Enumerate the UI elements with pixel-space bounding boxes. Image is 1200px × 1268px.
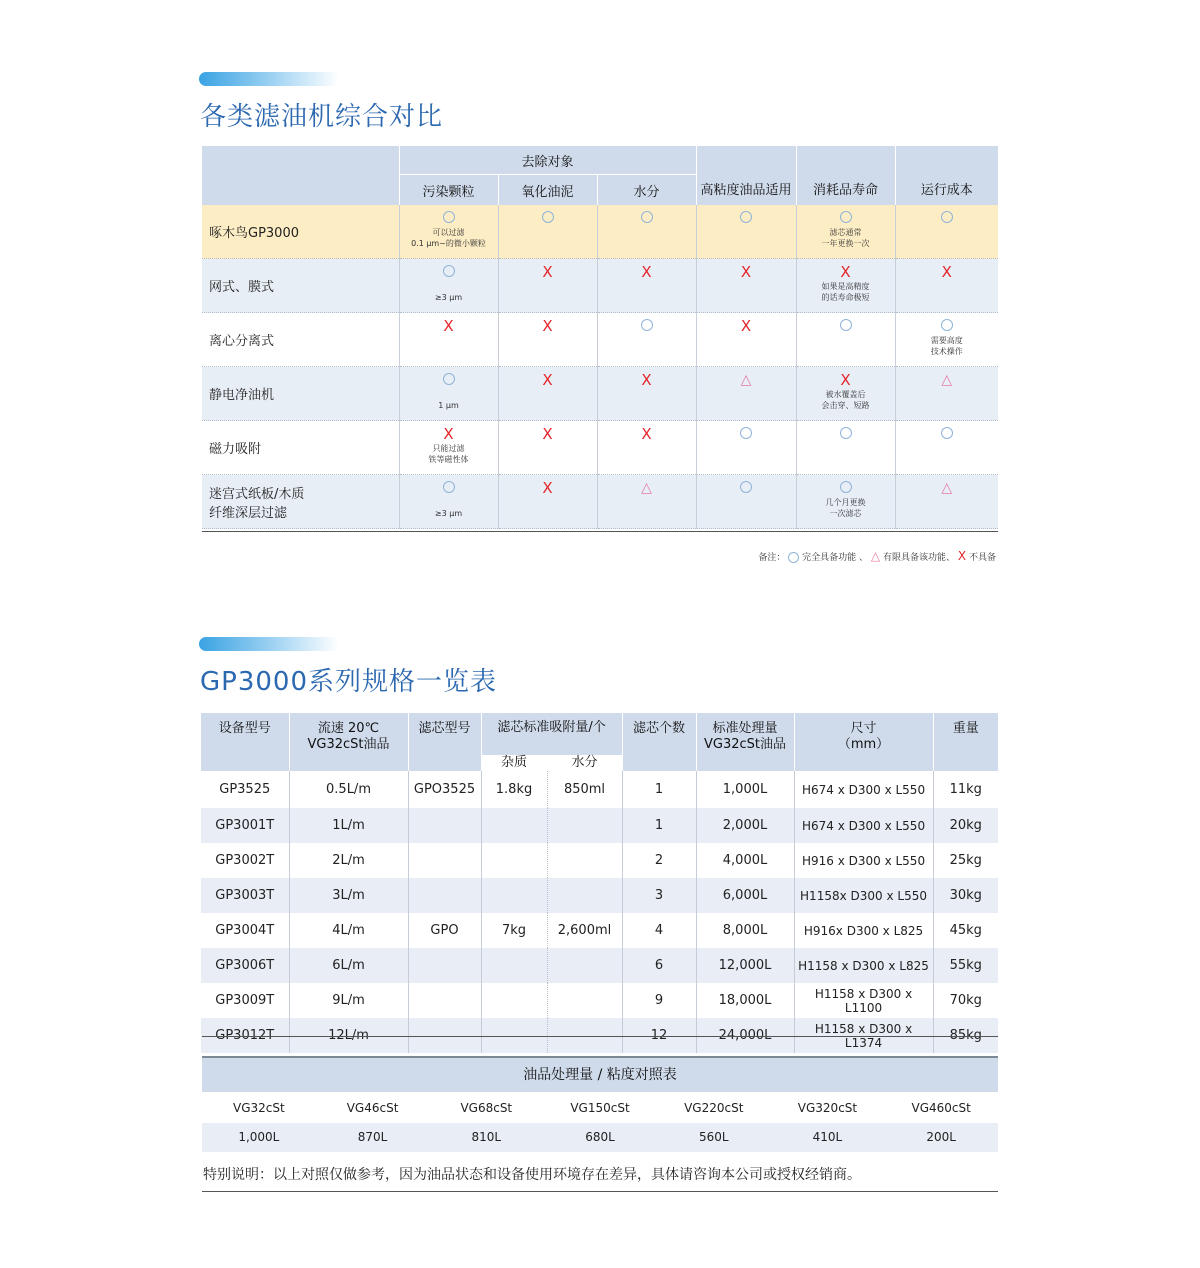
- header-water: 水分: [597, 175, 696, 206]
- cell-note: 需要高度 技术操作: [930, 336, 963, 356]
- spec-cell-capacity: 4,000L: [696, 843, 794, 878]
- cross-icon: X: [542, 425, 553, 443]
- viscosity-bottom-rule: [202, 1191, 998, 1192]
- header-blank: [202, 146, 399, 205]
- spec-cell-water: 850ml: [547, 771, 622, 808]
- spec-cell-impurity: [481, 878, 547, 913]
- comparison-cell: [796, 367, 895, 421]
- spec-cell-model: GP3012T: [201, 1018, 289, 1053]
- spec-cell-impurity: [481, 948, 547, 983]
- comparison-cell: [696, 475, 796, 529]
- spec-cell-filter: [408, 878, 481, 913]
- comparison-row: [202, 367, 998, 421]
- comparison-row: [202, 475, 998, 529]
- viscosity-table-title: 油品处理量 / 粘度对照表: [202, 1056, 998, 1092]
- disclaimer-note: 特别说明：以上对照仅做参考，因为油品状态和设备使用环境存在差异，具体请咨询本公司或授权经销商。: [203, 1167, 861, 1183]
- spec-cell-capacity: 12,000L: [696, 948, 794, 983]
- comparison-cell: [895, 367, 998, 421]
- header-absorb: 滤芯标准吸附量/个: [481, 713, 622, 755]
- spec-cell-flow: 2L/m: [289, 843, 408, 878]
- circle-icon: [443, 265, 455, 277]
- legend-triangle-icon: △: [870, 549, 881, 563]
- row-label: 磁力吸附: [202, 421, 399, 475]
- comparison-cell: [498, 259, 597, 313]
- row-label: 静电净油机: [202, 367, 399, 421]
- circle-icon: [641, 319, 653, 331]
- spec-cell-size: H1158x D300 x L550: [794, 878, 933, 913]
- spec-cell-size: H1158 x D300 x L1374: [794, 1018, 933, 1053]
- comparison-cell: [597, 421, 696, 475]
- spec-cell-size: H1158 x D300 x L825: [794, 948, 933, 983]
- spec-cell-water: [547, 948, 622, 983]
- spec-cell-capacity: 18,000L: [696, 983, 794, 1018]
- comparison-cell: [498, 205, 597, 259]
- spec-cell-count: 4: [622, 913, 696, 948]
- cell-note: 如果是高精度 的话寿命极短: [821, 282, 870, 302]
- circle-icon: [740, 481, 752, 493]
- cell-note: 被水覆盖后 会击穿、短路: [821, 390, 870, 410]
- viscosity-grade: VG150cSt: [570, 1101, 630, 1115]
- comparison-cell: [399, 475, 498, 529]
- spec-cell-weight: 20kg: [933, 808, 998, 843]
- viscosity-grade: VG68cSt: [460, 1101, 513, 1115]
- triangle-icon: △: [941, 480, 953, 496]
- spec-row: [201, 913, 998, 948]
- header-impurity: 杂质: [481, 755, 547, 771]
- circle-icon: [443, 373, 455, 385]
- legend-cross-icon: X: [957, 549, 967, 563]
- comparison-cell: [399, 313, 498, 367]
- cell-note: 只能过滤 铁等磁性体: [428, 444, 469, 464]
- comparison-cell: [696, 205, 796, 259]
- spec-cell-size: H674 x D300 x L550: [794, 808, 933, 843]
- spec-cell-weight: 55kg: [933, 948, 998, 983]
- cross-icon: X: [941, 263, 952, 281]
- cell-note: 1 μm: [438, 401, 459, 410]
- spec-row: [201, 878, 998, 913]
- cross-icon: X: [542, 263, 553, 281]
- comparison-cell: [597, 259, 696, 313]
- viscosity-grade: VG460cSt: [911, 1101, 971, 1115]
- spec-cell-model: GP3006T: [201, 948, 289, 983]
- spec-cell-flow: 4L/m: [289, 913, 408, 948]
- comparison-table: [202, 146, 998, 529]
- header-size: 尺寸 （mm）: [794, 713, 933, 771]
- comparison-cell: [696, 313, 796, 367]
- legend-cross-text: 不具备: [968, 553, 996, 563]
- spec-cell-capacity: 2,000L: [696, 808, 794, 843]
- header-spec-water: 水分: [547, 755, 622, 771]
- circle-icon: [941, 427, 953, 439]
- spec-row: [201, 983, 998, 1018]
- spec-cell-weight: 25kg: [933, 843, 998, 878]
- circle-icon: [542, 211, 554, 223]
- spec-cell-filter: [408, 983, 481, 1018]
- comparison-cell: [696, 259, 796, 313]
- cross-icon: X: [542, 479, 553, 497]
- spec-cell-size: H674 x D300 x L550: [794, 771, 933, 808]
- spec-cell-count: 12: [622, 1018, 696, 1053]
- cross-icon: X: [840, 371, 851, 389]
- legend-prefix: 备注：: [758, 553, 786, 563]
- spec-cell-impurity: [481, 983, 547, 1018]
- spec-cell-model: GP3001T: [201, 808, 289, 843]
- header-model: 设备型号: [201, 713, 289, 771]
- spec-row: [201, 843, 998, 878]
- spec-cell-model: GP3004T: [215, 923, 275, 938]
- viscosity-volume: 410L: [812, 1130, 843, 1144]
- comparison-cell: [796, 259, 895, 313]
- comparison-cell: [796, 475, 895, 529]
- triangle-icon: △: [641, 480, 652, 496]
- circle-icon: [941, 211, 953, 223]
- spec-cell-capacity: 24,000L: [696, 1018, 794, 1053]
- viscosity-grade-row: [202, 1098, 998, 1118]
- header-capacity: 标准处理量 VG32cSt油品: [696, 713, 794, 771]
- spec-cell-flow: 0.5L/m: [289, 771, 408, 808]
- cross-icon: X: [840, 263, 851, 281]
- spec-cell-count: 3: [622, 878, 696, 913]
- cell-note: ≥3 μm: [434, 509, 463, 518]
- spec-cell-capacity: 6,000L: [696, 878, 794, 913]
- comparison-cell: [597, 367, 696, 421]
- comparison-cell: [597, 205, 696, 259]
- spec-cell-filter: GPO: [408, 913, 481, 948]
- cross-icon: X: [542, 371, 553, 389]
- cell-note: 滤芯通常 一年更换一次: [821, 228, 870, 248]
- section-accent-bar: [199, 637, 339, 651]
- comparison-cell: [895, 313, 998, 367]
- spec-cell-weight: 11kg: [933, 771, 998, 808]
- spec-title: GP3000系列规格一览表: [200, 667, 497, 697]
- viscosity-volume: 810L: [471, 1130, 502, 1144]
- spec-cell-size: H1158 x D300 x L1100: [794, 983, 933, 1018]
- spec-cell-count: 2: [622, 843, 696, 878]
- comparison-bottom-rule: [202, 531, 998, 532]
- spec-cell-size: H916 x D300 x L550: [794, 843, 933, 878]
- cell-note: 可以过滤 0.1 μm~的微小颗粒: [411, 228, 486, 248]
- header-cost: 运行成本: [895, 146, 998, 205]
- spec-cell-flow: 1L/m: [289, 808, 408, 843]
- comparison-cell: [597, 475, 696, 529]
- spec-cell-impurity: [481, 808, 547, 843]
- legend-triangle-text: 有限具备该功能、: [882, 553, 955, 563]
- cell-note: ≥3 μm: [434, 293, 463, 302]
- spec-cell-impurity: 1.8kg: [481, 771, 547, 808]
- viscosity-grade: VG220cSt: [684, 1101, 744, 1115]
- comparison-cell: [895, 259, 998, 313]
- comparison-cell: [399, 421, 498, 475]
- viscosity-volume: 870L: [357, 1130, 388, 1144]
- spec-cell-model: GP3525: [219, 782, 271, 797]
- comparison-cell: [399, 205, 498, 259]
- circle-icon: [443, 481, 455, 493]
- spec-cell-flow: 9L/m: [289, 983, 408, 1018]
- comparison-cell: [597, 313, 696, 367]
- comparison-cell: [399, 259, 498, 313]
- comparison-title: 各类滤油机综合对比: [200, 102, 444, 132]
- row-label: 迷宫式纸板/木质 纤维深层过滤: [202, 475, 399, 529]
- spec-cell-weight: 70kg: [933, 983, 998, 1018]
- spec-cell-water: [547, 808, 622, 843]
- comparison-cell: [895, 205, 998, 259]
- cross-icon: X: [740, 263, 752, 281]
- spec-table: [201, 713, 998, 1053]
- triangle-icon: △: [941, 372, 953, 388]
- circle-icon: [840, 211, 852, 223]
- viscosity-volume-row: [202, 1123, 998, 1152]
- circle-icon: [840, 319, 852, 331]
- viscosity-volume: 680L: [585, 1130, 615, 1144]
- cross-icon: X: [542, 317, 553, 335]
- row-label: 网式、膜式: [202, 259, 399, 313]
- comparison-row: [202, 421, 998, 475]
- comparison-cell: [796, 421, 895, 475]
- circle-icon: [740, 211, 752, 223]
- header-consumable: 消耗品寿命: [796, 146, 895, 205]
- comparison-cell: [895, 475, 998, 529]
- spec-row: [201, 948, 998, 983]
- viscosity-grade: VG32cSt: [233, 1101, 285, 1115]
- spec-cell-count: 1: [622, 808, 696, 843]
- viscosity-grade: VG320cSt: [797, 1101, 858, 1115]
- spec-cell-weight: 30kg: [933, 878, 998, 913]
- spec-cell-model: GP3002T: [215, 853, 275, 868]
- spec-cell-flow: 6L/m: [289, 948, 408, 983]
- header-filter: 滤芯型号: [408, 713, 481, 771]
- spec-cell-impurity: 7kg: [481, 913, 547, 948]
- cross-icon: X: [641, 263, 652, 281]
- spec-cell-weight: 45kg: [933, 913, 998, 948]
- cross-icon: X: [443, 317, 454, 335]
- comparison-cell: [399, 367, 498, 421]
- spec-cell-count: 1: [622, 771, 696, 808]
- header-remove-group: 去除对象: [399, 146, 696, 175]
- comparison-cell: [696, 421, 796, 475]
- spec-cell-count: 6: [622, 948, 696, 983]
- spec-bottom-rule: [202, 1036, 998, 1037]
- spec-cell-water: 2,600ml: [547, 913, 622, 948]
- comparison-row: [202, 313, 998, 367]
- comparison-row: [202, 259, 998, 313]
- legend-circle-icon: [788, 552, 799, 563]
- spec-cell-weight: 85kg: [933, 1018, 998, 1053]
- legend: [758, 549, 996, 563]
- cross-icon: X: [740, 317, 752, 335]
- comparison-cell: [895, 421, 998, 475]
- comparison-cell: [498, 421, 597, 475]
- comparison-cell: [498, 367, 597, 421]
- cross-icon: X: [641, 425, 652, 443]
- spec-cell-flow: 12L/m: [289, 1018, 408, 1053]
- circle-icon: [740, 427, 752, 439]
- viscosity-volume: 560L: [698, 1130, 729, 1144]
- comparison-cell: [796, 313, 895, 367]
- spec-cell-water: [547, 843, 622, 878]
- cross-icon: X: [443, 425, 454, 443]
- spec-cell-flow: 3L/m: [289, 878, 408, 913]
- circle-icon: [840, 481, 852, 493]
- spec-row: [201, 808, 998, 843]
- spec-cell-water: [547, 878, 622, 913]
- viscosity-volume: 1,000L: [238, 1130, 280, 1144]
- spec-cell-filter: [408, 843, 481, 878]
- comparison-cell: [796, 205, 895, 259]
- spec-cell-impurity: [481, 843, 547, 878]
- spec-cell-filter: [408, 948, 481, 983]
- header-flow: 流速 20℃ VG32cSt油品: [289, 713, 408, 771]
- circle-icon: [443, 211, 455, 223]
- comparison-cell: [498, 475, 597, 529]
- header-oxidation: 氧化油泥: [498, 175, 597, 206]
- section-accent-bar: [199, 72, 339, 86]
- spec-cell-capacity: 8,000L: [696, 913, 794, 948]
- spec-cell-size: H916x D300 x L825: [794, 913, 933, 948]
- header-weight: 重量: [933, 713, 998, 771]
- spec-cell-model: GP3009T: [215, 993, 275, 1008]
- spec-cell-filter: GPO3525: [408, 771, 481, 808]
- spec-row: [201, 771, 998, 808]
- triangle-icon: △: [740, 372, 752, 388]
- header-count: 滤芯个数: [622, 713, 696, 771]
- spec-cell-water: [547, 983, 622, 1018]
- cell-note: 几个月更换 一次滤芯: [825, 498, 866, 518]
- comparison-cell: [696, 367, 796, 421]
- circle-icon: [941, 319, 953, 331]
- row-label: 离心分离式: [202, 313, 399, 367]
- viscosity-volume: 200L: [926, 1130, 956, 1144]
- header-viscous: 高粘度油品适用: [696, 146, 796, 205]
- spec-cell-capacity: 1,000L: [696, 771, 794, 808]
- comparison-cell: [498, 313, 597, 367]
- spec-cell-model: GP3003T: [201, 878, 289, 913]
- circle-icon: [641, 211, 653, 223]
- viscosity-grade: VG46cSt: [346, 1101, 399, 1115]
- comparison-row: [202, 205, 998, 259]
- header-particles: 污染颗粒: [399, 175, 498, 206]
- spec-cell-filter: [408, 808, 481, 843]
- circle-icon: [840, 427, 852, 439]
- legend-circle-text: 完全具备功能 、: [802, 553, 868, 563]
- cross-icon: X: [641, 371, 652, 389]
- spec-cell-count: 9: [622, 983, 696, 1018]
- row-label: 啄木鸟GP3000: [202, 205, 399, 259]
